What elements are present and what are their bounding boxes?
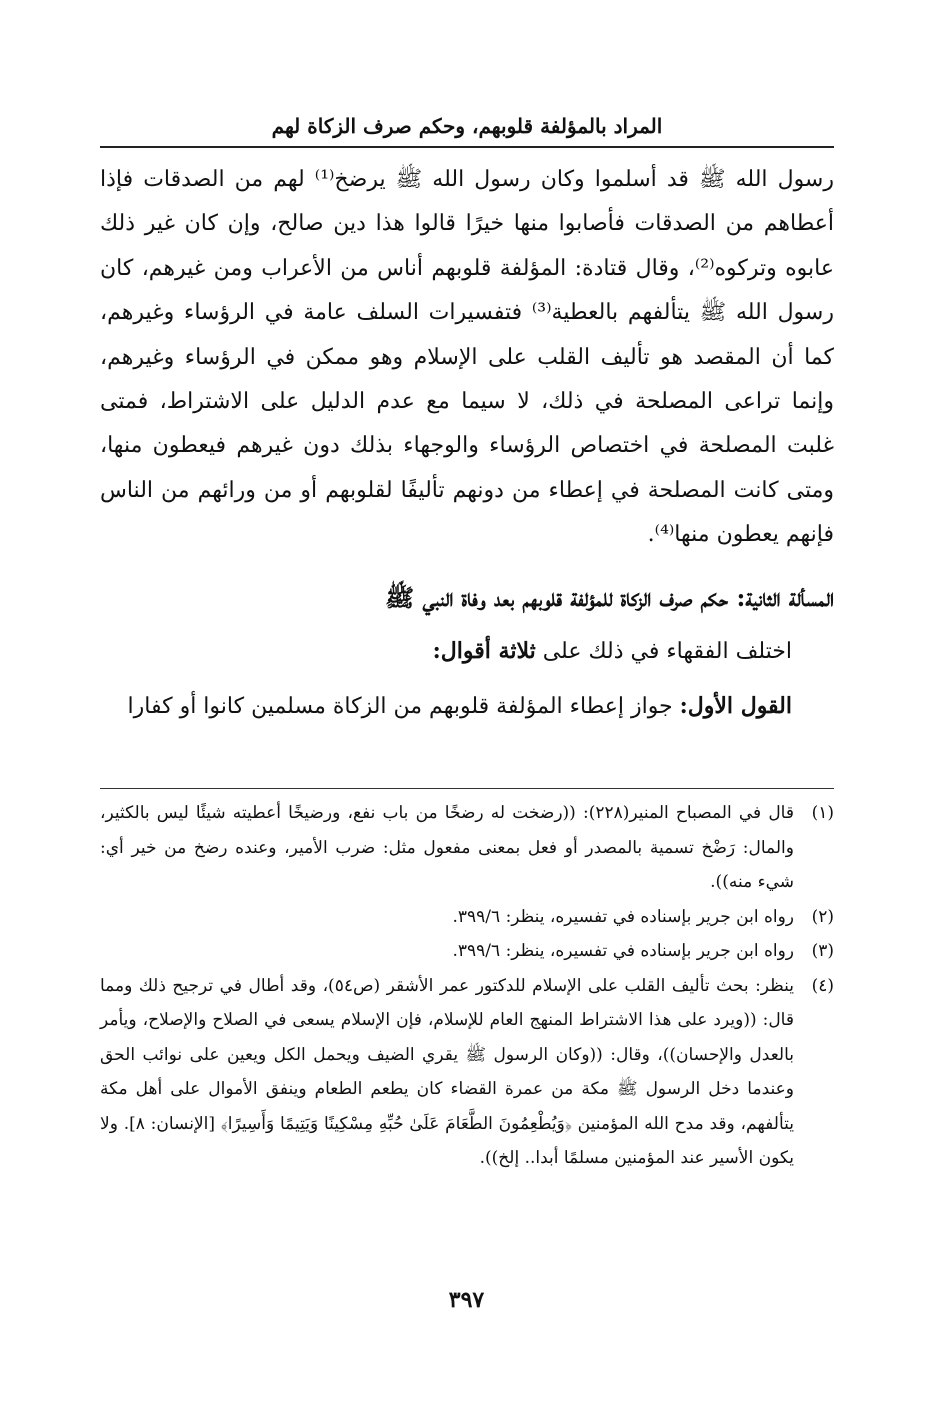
footnote-text: رواه ابن جرير بإسناده في تفسيره، ينظر: ٣٩٩/٦. — [452, 941, 794, 961]
footnote-rule — [100, 788, 834, 789]
footnote-3 — [100, 934, 834, 969]
disagreement-line — [100, 624, 834, 679]
first-opinion-line — [100, 679, 834, 734]
first-opinion-text: جواز إعطاء المؤلفة قلوبهم من الزكاة مسلمين كانوا أو كفارا — [127, 693, 680, 719]
running-header: المراد بالمؤلفة قلوبهم، وحكم صرف الزكاة لهم — [271, 114, 663, 138]
footnotes — [100, 796, 834, 1176]
footnote-1 — [100, 796, 834, 900]
disagreement-lead: اختلف الفقهاء في ذلك على — [535, 638, 792, 664]
footnote-text: قال في المصباح المنير(٢٢٨): ((رضخت له رضخًا من باب نفع، ورضيخًا أعطيته شيئًا ليس بالكثير، والمال: رَضْخ تسمية بالمصدر أو فعل بمعنى مفعول مثل: ضرب الأمير، وعنده رضخ من خير أي: شيء منه)). — [100, 803, 794, 892]
footnote-number: (١) — [811, 803, 834, 823]
footnote-4 — [100, 969, 834, 1176]
page-number: ٣٩٧ — [448, 1287, 485, 1313]
main-text — [100, 158, 834, 734]
section-heading: المسألة الثانية: حكم صرف الزكاة للمؤلفة قلوبهم بعد وفاة النبي ﷺ — [385, 582, 834, 612]
main-paragraph: رسول الله ﷺ قد أسلموا وكان رسول الله ﷺ يرضخ⁽¹⁾ لهم من الصدقات فإذا أعطاهم من الصدقات فأصابوا منها خيرًا قالوا هذا دين صالح، وإن كان غير ذلك عابوه وتركوه⁽²⁾، وقال قتادة: المؤلفة قلوبهم أناس من الأعراب ومن غيرهم، كان رسول الله ﷺ يتألفهم بالعطية⁽³⁾ فتفسيرات السلف عامة في الرؤساء وغيرهم، كما أن المقصد هو تأليف القلب على الإسلام وهو ممكن في الرؤساء وغيرهم، وإنما تراعى المصلحة في ذلك، لا سيما مع عدم الدليل على الاشتراط، فمتى غلبت المصلحة في اختصاص الرؤساء والوجهاء بذلك دون غيرهم فيعطون منها، ومتى كانت المصلحة في إعطاء من دونهم تأليفًا لقلوبهم أو من ورائهم من الناس فإنهم يعطون منها⁽⁴⁾. — [100, 167, 834, 548]
first-opinion-label: القول الأول: — [679, 692, 792, 719]
footnote-text: ينظر: بحث تأليف القلب على الإسلام للدكتور عمر الأشقر (ص٥٤)، وقد أطال في ترجيح ذلك ومما قال: ((ويرد على هذا الاشتراط المنهج العام للإسلام، فإن الإسلام يسعى في الصلاح والإصلاح، ويأمر بالعدل والإحسان))، وقال: ((وكان الرسول ﷺ يقري الضيف ويحمل الكل ويعين على نوائب الحق وعندما دخل الرسول ﷺ مكة من عمرة القضاء كان يطعم الطعام وينفق الأموال على أهل مكة يتألفهم، وقد مدح الله المؤمنين ﴿وَيُطْعِمُونَ الطَّعَامَ عَلَىٰ حُبِّهِ مِسْكِينًا وَيَتِيمًا وَأَسِيرًا﴾ [الإنسان: ٨]. ولا يكون الأسير عند المؤمنين مسلمًا أبدا.. إلخ)). — [100, 975, 794, 1168]
footnote-number: (٤) — [811, 975, 834, 996]
footnote-2 — [100, 900, 834, 935]
footnote-number: (٣) — [811, 941, 834, 961]
header-rule — [100, 146, 834, 148]
footnote-number: (٢) — [811, 906, 834, 927]
footnote-text: رواه ابن جرير بإسناده في تفسيره، ينظر: ٣٩٩/٦. — [452, 906, 794, 927]
disagreement-count: ثلاثة أقوال: — [432, 637, 536, 664]
